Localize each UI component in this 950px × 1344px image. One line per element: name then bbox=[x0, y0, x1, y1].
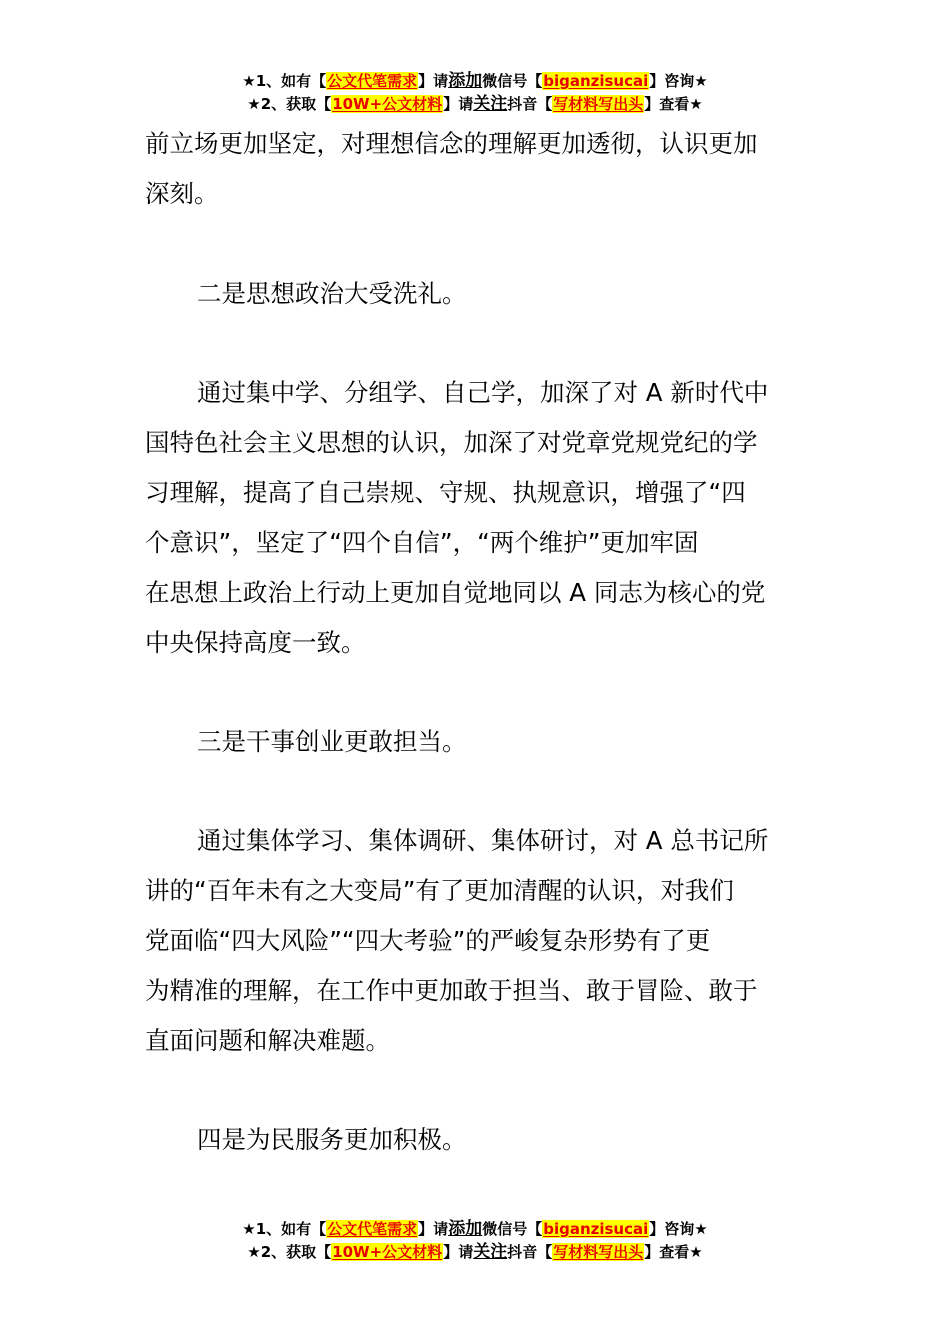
banner-text: 】查看★ bbox=[644, 95, 703, 113]
paragraph-line: 直面问题和解决难题。 bbox=[145, 1026, 390, 1055]
paragraph-2 bbox=[145, 368, 810, 668]
header-banner bbox=[0, 70, 950, 116]
banner-line-2 bbox=[0, 1241, 950, 1264]
paragraph-line: 讲的“百年未有之大变局”有了更加清醒的认识，对我们 bbox=[145, 876, 734, 905]
paragraph-line: 为精准的理解，在工作中更加敢于担当、敢于冒险、敢于 bbox=[145, 976, 758, 1005]
banner-text: 】咨询★ bbox=[649, 1220, 708, 1238]
banner-text: ★1、如有【 bbox=[242, 1220, 327, 1238]
section-heading-2 bbox=[145, 269, 810, 319]
paragraph-line: 国特色社会主义思想的认识，加深了对党章党规党纪的学 bbox=[145, 428, 758, 457]
banner-line-2 bbox=[0, 93, 950, 116]
banner-text: ★2、获取【 bbox=[247, 1243, 332, 1261]
paragraph-line: 前立场更加坚定，对理想信念的理解更加透彻，认识更加 bbox=[145, 129, 758, 158]
banner-text: 】咨询★ bbox=[649, 72, 708, 90]
banner-emphasis: 关注 bbox=[473, 1242, 508, 1262]
banner-wechat-id: biganzisucai bbox=[543, 1220, 649, 1238]
banner-emphasis: 关注 bbox=[473, 94, 508, 114]
banner-line-1 bbox=[0, 70, 950, 93]
banner-text: ★1、如有【 bbox=[242, 72, 327, 90]
banner-highlight: 10W+公文材料 bbox=[332, 95, 443, 113]
banner-text: 微信号【 bbox=[482, 1220, 543, 1238]
heading-text: 三是干事创业更敢担当。 bbox=[197, 727, 467, 756]
banner-line-1 bbox=[0, 1218, 950, 1241]
section-heading-4 bbox=[145, 1115, 810, 1165]
section-heading-3 bbox=[145, 717, 810, 767]
banner-douyin-id: 写材料写出头 bbox=[553, 95, 644, 113]
paragraph-3 bbox=[145, 816, 810, 1066]
paragraph-line: 党面临“四大风险”“四大考验”的严峻复杂形势有了更 bbox=[145, 926, 711, 955]
banner-emphasis: 添加 bbox=[448, 1219, 483, 1239]
banner-douyin-id: 写材料写出头 bbox=[553, 1243, 644, 1261]
footer-banner bbox=[0, 1218, 950, 1264]
banner-highlight: 公文代笔需求 bbox=[327, 1220, 418, 1238]
paragraph-line: 深刻。 bbox=[145, 179, 219, 208]
banner-highlight: 公文代笔需求 bbox=[327, 72, 418, 90]
banner-highlight: 10W+公文材料 bbox=[332, 1243, 443, 1261]
banner-text: 】请 bbox=[418, 1220, 449, 1238]
banner-text: 微信号【 bbox=[482, 72, 543, 90]
paragraph-line: 个意识”，坚定了“四个自信”，“两个维护”更加牢固 bbox=[145, 528, 699, 557]
paragraph-1 bbox=[145, 119, 810, 219]
paragraph-line: 通过集体学习、集体调研、集体研讨，对 A 总书记所 bbox=[197, 826, 769, 855]
paragraph-line: 通过集中学、分组学、自己学，加深了对 A 新时代中 bbox=[197, 378, 769, 407]
banner-text: ★2、获取【 bbox=[247, 95, 332, 113]
heading-text: 二是思想政治大受洗礼。 bbox=[197, 279, 467, 308]
banner-text: 】请 bbox=[418, 72, 449, 90]
banner-text: 抖音【 bbox=[507, 95, 553, 113]
paragraph-line: 习理解，提高了自己崇规、守规、执规意识，增强了“四 bbox=[145, 478, 746, 507]
banner-wechat-id: biganzisucai bbox=[543, 72, 649, 90]
heading-text: 四是为民服务更加积极。 bbox=[197, 1125, 467, 1154]
banner-text: 】请 bbox=[443, 95, 474, 113]
paragraph-line: 中央保持高度一致。 bbox=[145, 628, 366, 657]
banner-text: 】请 bbox=[443, 1243, 474, 1261]
paragraph-line: 在思想上政治上行动上更加自觉地同以 A 同志为核心的党 bbox=[145, 578, 766, 607]
banner-emphasis: 添加 bbox=[448, 71, 483, 91]
banner-text: 】查看★ bbox=[644, 1243, 703, 1261]
banner-text: 抖音【 bbox=[507, 1243, 553, 1261]
